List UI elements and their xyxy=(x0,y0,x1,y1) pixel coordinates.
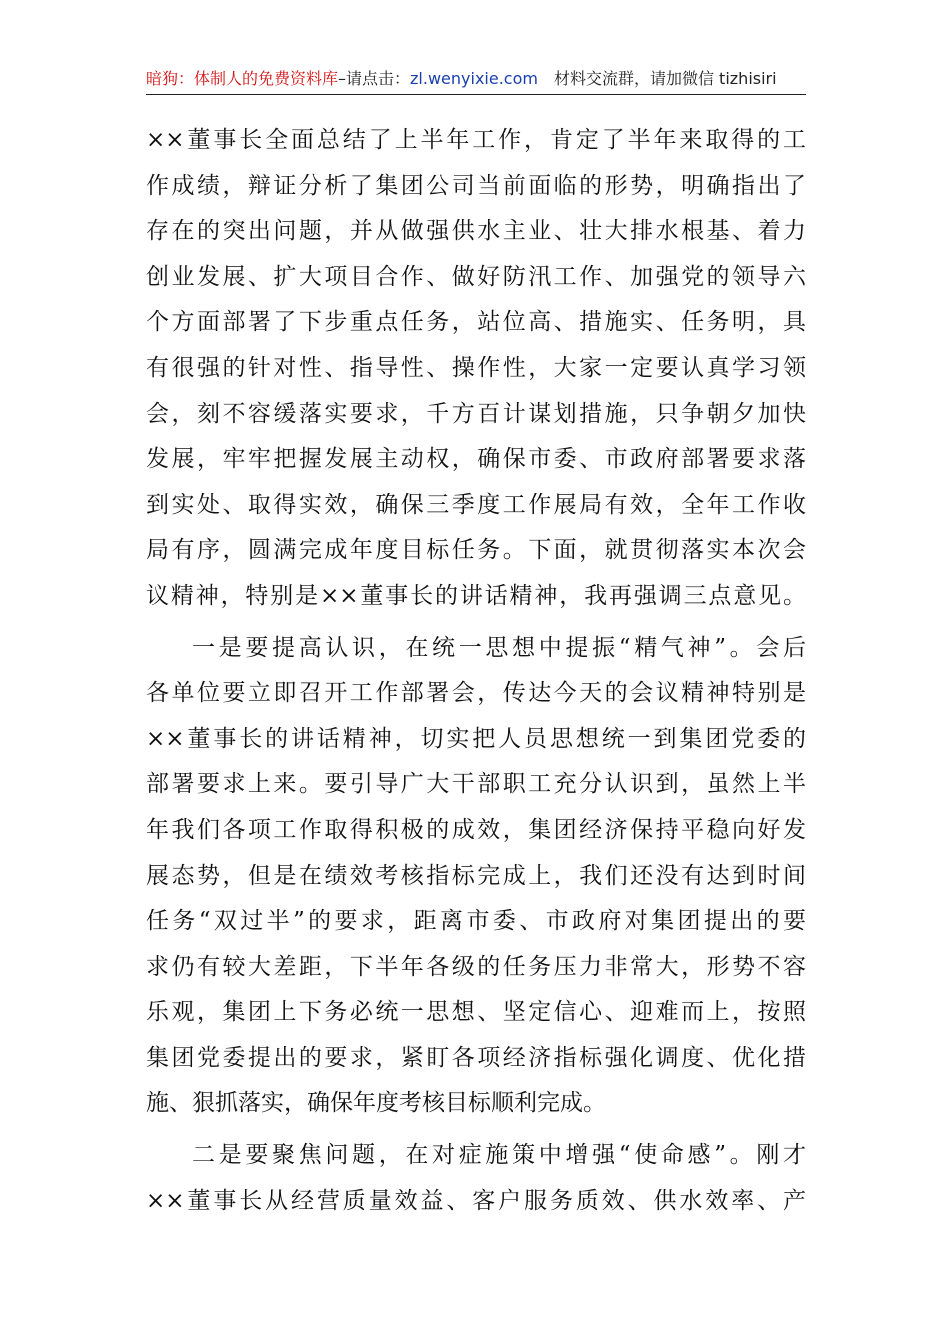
text-line: 各单位要立即召开工作部署会，传达今天的会议精神特别是 xyxy=(146,680,806,707)
text-line: 部署要求上来。要引导广大干部职工充分认识到，虽然上半 xyxy=(146,771,806,798)
header-divider xyxy=(146,94,806,95)
text-line: 展态势，但是在绩效考核指标完成上，我们还没有达到时间 xyxy=(146,862,806,889)
text-line: 会，刻不容缓落实要求，千方百计谋划措施，只争朝夕加快 xyxy=(146,400,806,427)
text-line: 存在的突出问题，并从做强供水主业、壮大排水根基、着力 xyxy=(146,218,806,245)
text-line: 二是要聚焦问题，在对症施策中增强“使命感”。刚才 xyxy=(192,1142,806,1169)
header-click-prompt: –请点击： xyxy=(338,69,411,88)
text-line: 作成绩，辩证分析了集团公司当前面临的形势，明确指出了 xyxy=(146,172,806,199)
text-line: 集团党委提出的要求，紧盯各项经济指标强化调度、优化措 xyxy=(146,1044,806,1071)
text-line: 有很强的针对性、指导性、操作性，大家一定要认真学习领 xyxy=(146,354,806,381)
header-contact: 材料交流群，请加微信 tizhisiri xyxy=(553,69,777,88)
text-line: 到实处、取得实效，确保三季度工作展局有效，全年工作收 xyxy=(146,491,806,518)
text-line: 任务“双过半”的要求，距离市委、市政府对集团提出的要 xyxy=(146,908,806,935)
text-line: 年我们各项工作取得积极的成效，集团经济保持平稳向好发 xyxy=(146,816,806,843)
text-line: 乐观，集团上下务必统一思想、坚定信心、迎难而上，按照 xyxy=(146,999,806,1026)
text-line: 局有序，圆满完成年度目标任务。下面，就贯彻落实本次会 xyxy=(146,537,806,564)
paragraph xyxy=(146,118,806,620)
text-line: 发展，牢牢把握发展主动权，确保市委、市政府部署要求落 xyxy=(146,446,806,473)
text-line: 求仍有较大差距，下半年各级的任务压力非常大，形势不容 xyxy=(146,953,806,980)
text-line: ××董事长全面总结了上半年工作，肯定了半年来取得的工 xyxy=(146,127,806,153)
document-body xyxy=(146,118,806,1224)
text-line: 个方面部署了下步重点任务，站位高、措施实、任务明，具 xyxy=(146,309,806,336)
header-link[interactable]: zl.wenyixie.com xyxy=(410,69,538,88)
text-line: ××董事长的讲话精神，切实把人员思想统一到集团党委的 xyxy=(146,725,806,752)
paragraph xyxy=(146,626,806,1128)
text-line: 议精神，特别是××董事长的讲话精神，我再强调三点意见。 xyxy=(146,582,806,609)
text-line: ××董事长从经营质量效益、客户服务质效、供水效率、产 xyxy=(146,1187,806,1214)
page-header xyxy=(146,66,806,92)
text-line: 一是要提高认识，在统一思想中提振“精气神”。会后 xyxy=(192,634,806,661)
paragraph xyxy=(146,1133,806,1224)
text-line: 施、狠抓落实，确保年度考核目标顺利完成。 xyxy=(146,1090,606,1117)
text-line: 创业发展、扩大项目合作、做好防汛工作、加强党的领导六 xyxy=(146,263,806,290)
header-brand: 暗狗：体制人的免费资料库 xyxy=(146,69,339,88)
